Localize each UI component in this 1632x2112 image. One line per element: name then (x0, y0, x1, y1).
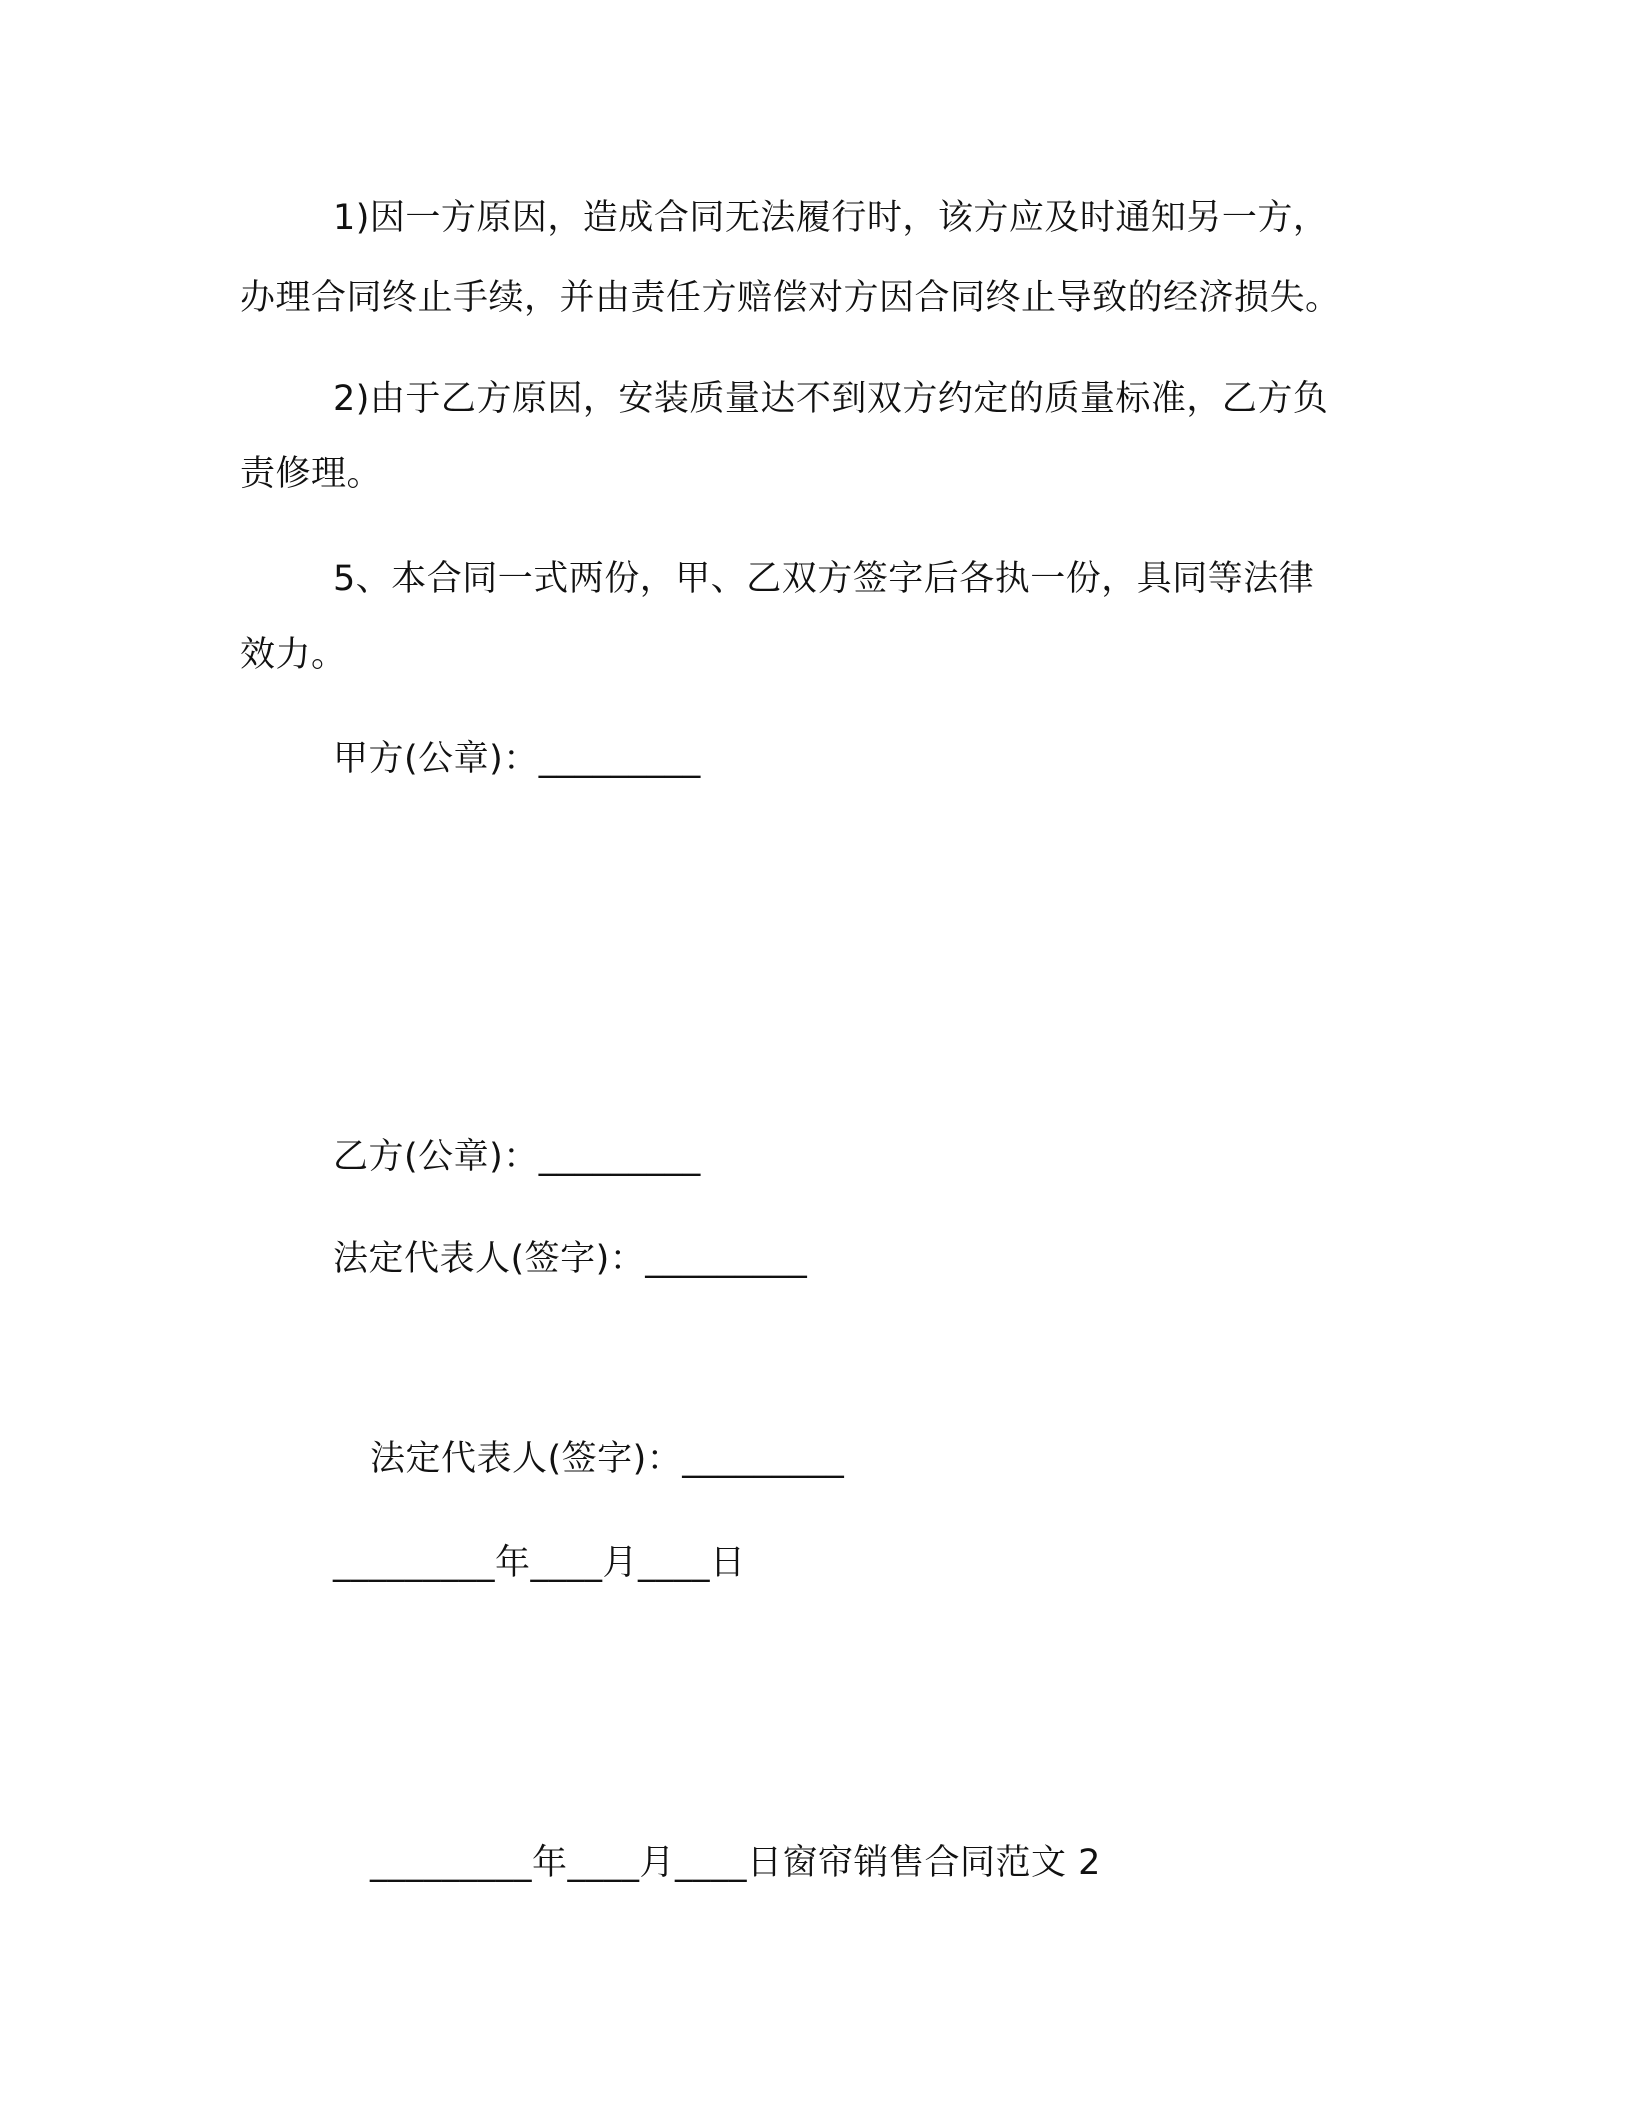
date-line-1: _________年____月____日 (333, 1543, 746, 1583)
legal-representative-signature-line-1: 法定代表人(签字)：_________ (333, 1239, 808, 1279)
clause-2-line-1: 2)由于乙方原因，安装质量达不到双方约定的质量标准，乙方负 (333, 379, 1329, 419)
clause-1-line-2: 办理合同终止手续，并由责任方赔偿对方因合同终止导致的经济损失。 (240, 278, 1341, 318)
date-line-2-with-title: _________年____月____日窗帘销售合同范文 2 (370, 1843, 1101, 1883)
clause-2-line-2: 责修理。 (240, 454, 383, 494)
party-a-seal-line: 甲方(公章)：_________ (333, 739, 701, 779)
legal-representative-signature-line-2: 法定代表人(签字)：_________ (370, 1439, 845, 1479)
clause-5-line-2: 效力。 (240, 635, 347, 675)
clause-1-line-1: 1)因一方原因，造成合同无法履行时，该方应及时通知另一方， (333, 198, 1329, 238)
clause-5-line-1: 5、本合同一式两份，甲、乙双方签字后各执一份，具同等法律 (333, 559, 1315, 599)
party-b-seal-line: 乙方(公章)：_________ (333, 1137, 701, 1177)
